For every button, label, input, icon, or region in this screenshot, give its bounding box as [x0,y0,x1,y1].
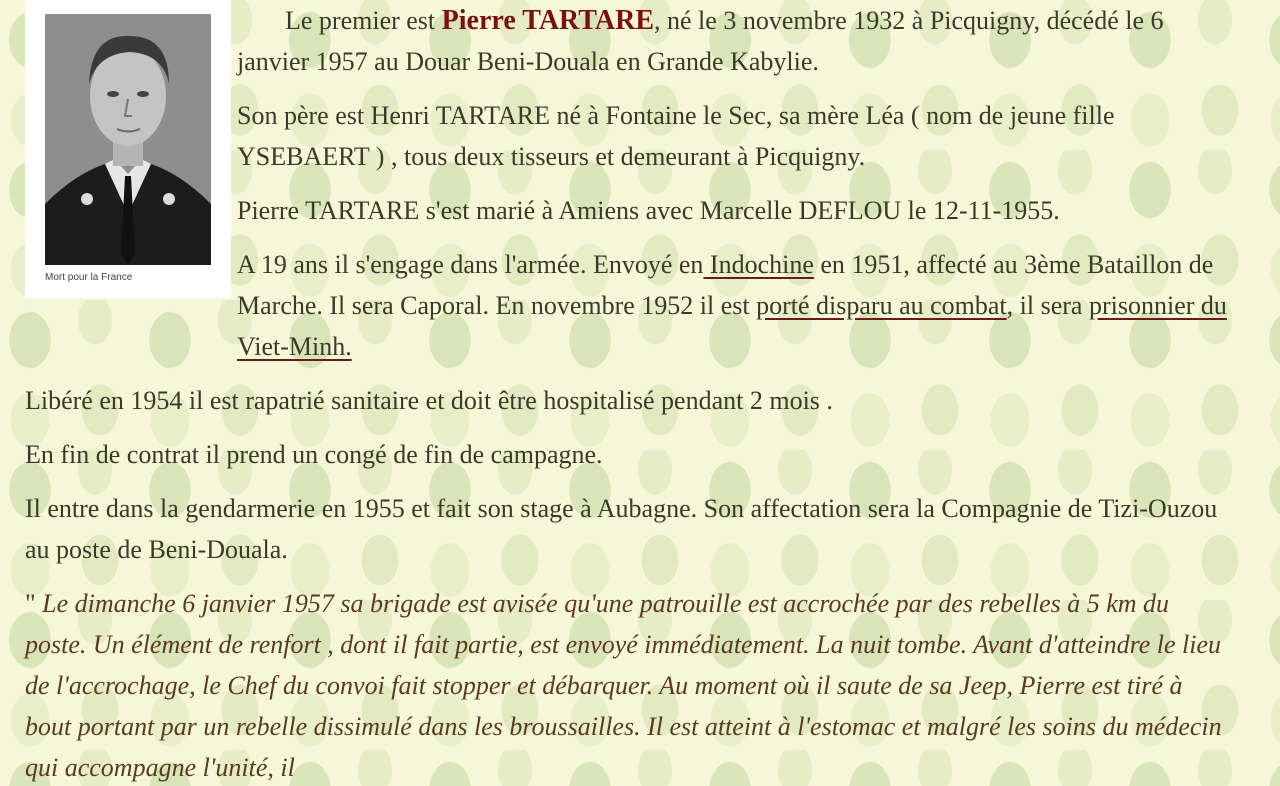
article-text [25,0,1235,786]
quote-mark: " [25,589,43,618]
paragraph-text: , né le 3 novembre 1932 à Picquigny, décédé le 6 janvier 1957 au Douar Beni-Douala en Grande Kabylie. [237,6,1164,76]
paragraph-text: Le premier est [285,6,442,35]
link-prisonnier-viet-minh[interactable]: prisonnier du Viet-Minh. [237,291,1227,361]
paragraph-gendarmerie: Il entre dans la gendarmerie en 1955 et fait son stage à Aubagne. Son affectation sera la Compagnie de Tizi-Ouzou au poste de Beni-Douala. [25,494,1218,564]
paragraph-parents: Son père est Henri TARTARE né à Fontaine le Sec, sa mère Léa ( nom de jeune fille YSEBAERT ) , tous deux tisseurs et demeurant à Picquigny. [237,101,1115,171]
paragraph-contract: En fin de contrat il prend un congé de fin de campagne. [25,440,603,469]
paragraph-text: , il sera [1006,291,1089,320]
paragraph-quote [25,583,1235,786]
portrait-caption: Mort pour la France [45,272,133,283]
paragraph-marriage: Pierre TARTARE s'est marié à Amiens avec Marcelle DEFLOU le 12-11-1955. [237,196,1060,225]
link-indochine[interactable]: Indochine [703,250,814,279]
person-name: Pierre TARTARE [441,5,655,36]
link-porte-disparu[interactable]: porté disparu au combat [756,291,1007,320]
quote-text: Le dimanche 6 janvier 1957 sa brigade est avisée qu'une patrouille est accrochée par des rebelles à 5 km du poste. Un élément de renfort , dont il fait partie, est envoyé immédiatement. La nuit tombe. Avant d'atteindre le lieu de l'accrochage, le Chef du convoi fait stopper et débarquer. Au moment où il saute de sa Jeep, Pierre est tiré à bout portant par un rebelle dissimulé dans les broussailles. Il est atteint à l'estomac et malgré les soins du médecin qui accompagne l'unité, il [25,589,1222,782]
paragraph-liberation: Libéré en 1954 il est rapatrié sanitaire et doit être hospitalisé pendant 2 mois . [25,386,833,415]
paragraph-text: en 1951, affecté au 3ème Bataillon de Marche. Il sera Caporal. En novembre 1952 il est [237,250,1214,320]
photo-spacer [25,0,237,328]
paragraph-text: A 19 ans il s'engage dans l'armée. Envoyé en [237,250,704,279]
